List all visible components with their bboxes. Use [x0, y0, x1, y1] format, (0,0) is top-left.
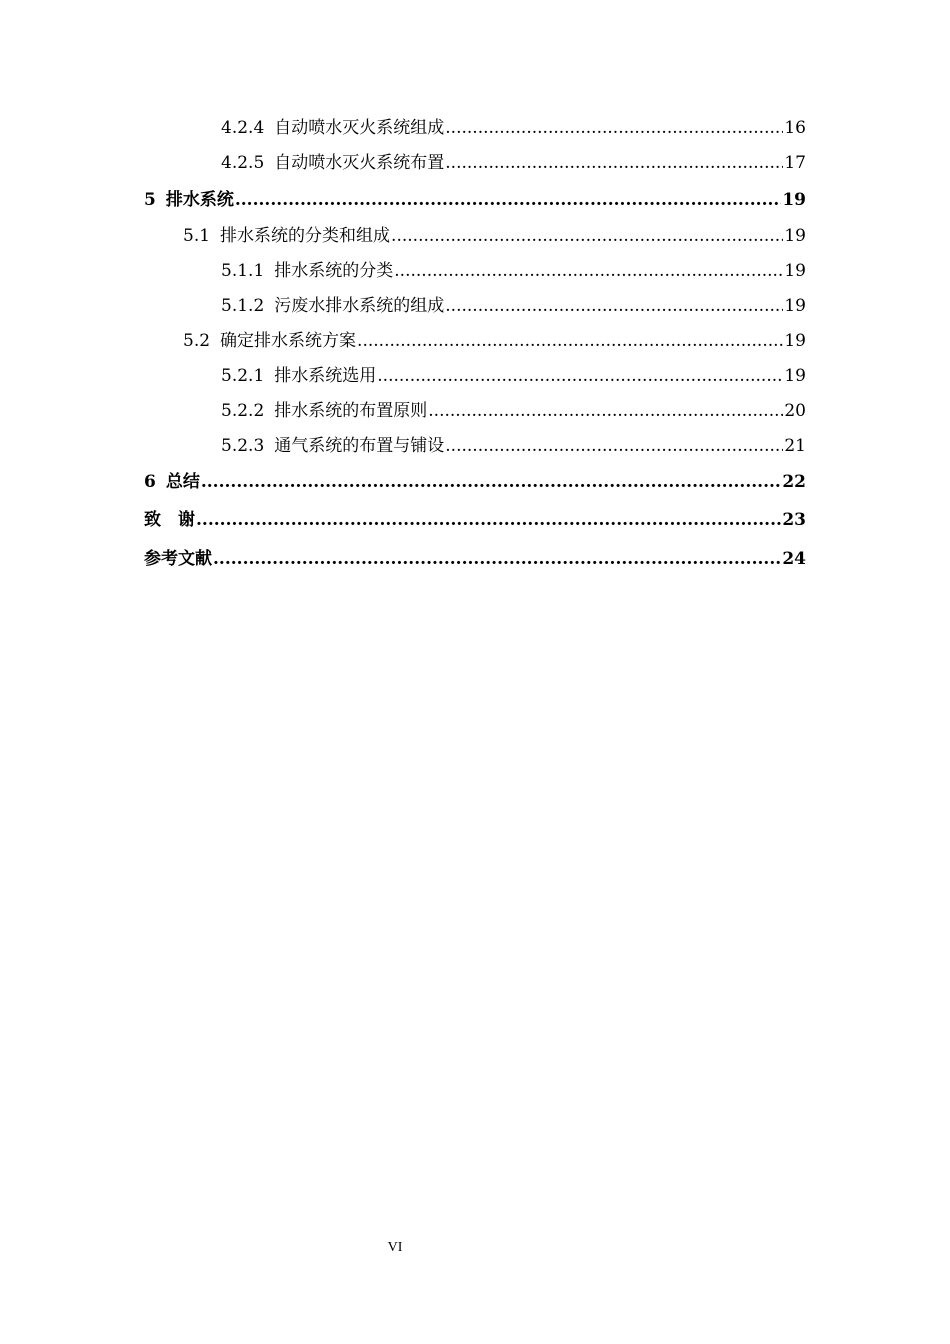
toc-entry-title: 致 谢 [144, 510, 195, 530]
toc-entry[interactable] [221, 152, 806, 174]
toc-entry-page: 22 [782, 472, 806, 492]
toc-entry[interactable] [144, 548, 806, 570]
toc-entry-title: 确定排水系统方案 [220, 331, 357, 351]
toc-entry-title: 排水系统的布置原则 [274, 401, 428, 421]
toc-entry-page: 19 [784, 296, 806, 316]
toc-entry-page: 19 [784, 226, 806, 246]
toc-dot-leader [391, 225, 783, 247]
toc-dot-leader [445, 152, 783, 174]
toc-dot-leader [377, 365, 783, 387]
toc-entry-title: 参考文献 [144, 549, 212, 569]
toc-entry-page: 19 [782, 190, 806, 210]
toc-entry-title: 排水系统的分类 [274, 261, 394, 281]
toc-entry-title: 通气系统的布置与铺设 [274, 436, 445, 456]
toc-entry-page: 16 [784, 118, 806, 138]
toc-entry[interactable] [221, 400, 806, 422]
toc-entry[interactable] [221, 117, 806, 139]
toc-entry[interactable] [221, 260, 806, 282]
toc-entry-title: 排水系统 [165, 190, 234, 210]
toc-dot-leader [196, 509, 781, 531]
toc-entry[interactable] [221, 435, 806, 457]
toc-dot-leader [445, 295, 783, 317]
toc-entry-title: 自动喷水灭火系统组成 [274, 118, 445, 138]
toc-dot-leader [394, 260, 783, 282]
toc-entry-page: 19 [784, 366, 806, 386]
toc-entry[interactable] [221, 295, 806, 317]
toc-entry-page: 24 [782, 549, 806, 569]
toc-dot-leader [235, 189, 781, 211]
toc-entry-number: 5.2 [183, 331, 211, 351]
toc-dot-leader [428, 400, 783, 422]
toc-entry[interactable] [144, 189, 806, 211]
toc-entry-page: 21 [784, 436, 806, 456]
toc-entry-page: 19 [784, 331, 806, 351]
toc-entry-number: 5 [144, 190, 156, 210]
toc-entry-title: 排水系统选用 [274, 366, 377, 386]
toc-entry-number: 4.2.4 [221, 118, 265, 138]
toc-entry-page: 20 [784, 401, 806, 421]
toc-dot-leader [445, 435, 783, 457]
toc-entry-title: 自动喷水灭火系统布置 [274, 153, 445, 173]
toc-entry-number: 6 [144, 472, 156, 492]
toc-entry-number: 5.2.2 [221, 401, 265, 421]
toc-entry-title: 总结 [165, 472, 200, 492]
toc-entry[interactable] [221, 365, 806, 387]
toc-entry[interactable] [183, 330, 806, 352]
toc-dot-leader [357, 330, 783, 352]
toc-entry-number: 4.2.5 [221, 153, 265, 173]
toc-dot-leader [213, 548, 781, 570]
toc-entry-page: 19 [784, 261, 806, 281]
toc-entry-number: 5.2.1 [221, 366, 265, 386]
toc-dot-leader [201, 471, 781, 493]
toc-entry-title: 排水系统的分类和组成 [220, 226, 391, 246]
toc-entry-page: 17 [784, 153, 806, 173]
toc-entry-number: 5.1.1 [221, 261, 265, 281]
toc-entry-number: 5.1.2 [221, 296, 265, 316]
toc-entry-page: 23 [782, 510, 806, 530]
page-number: VI [387, 1240, 403, 1255]
toc-entry[interactable] [144, 509, 806, 531]
toc-entry[interactable] [144, 471, 806, 493]
toc-entry-number: 5.2.3 [221, 436, 265, 456]
toc-dot-leader [445, 117, 783, 139]
toc-entry-number: 5.1 [183, 226, 211, 246]
toc-entry-title: 污废水排水系统的组成 [274, 296, 445, 316]
toc-entry[interactable] [183, 225, 806, 247]
